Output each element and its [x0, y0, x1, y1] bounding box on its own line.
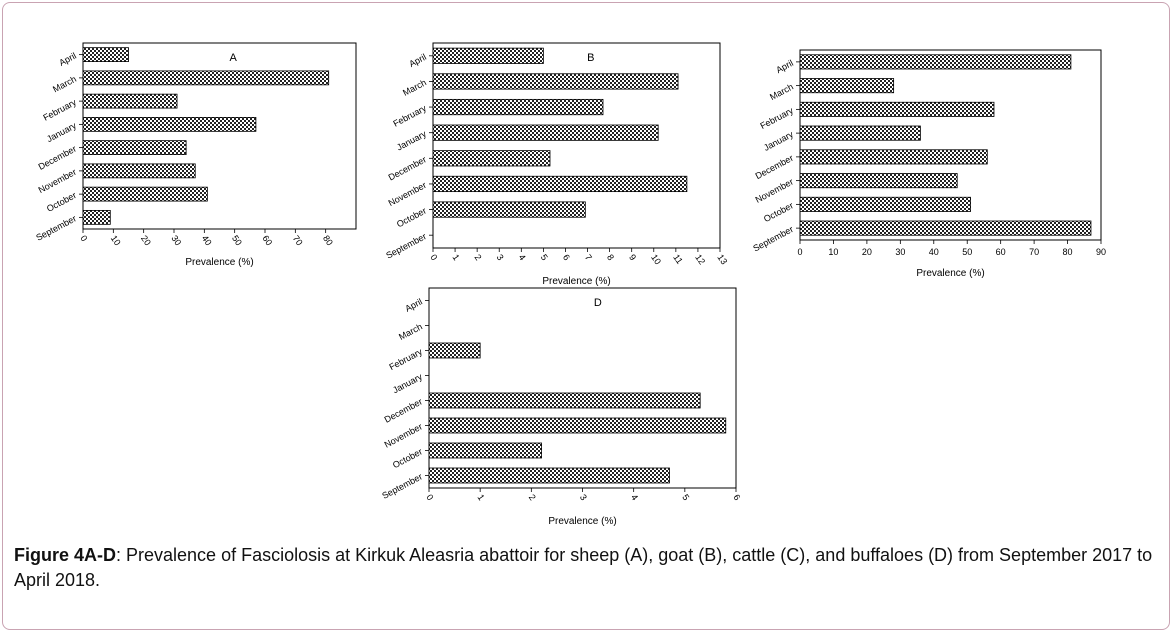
chart-c-y-tick-label: February — [758, 105, 795, 132]
chart-d-y-tick-label: October — [390, 446, 424, 471]
chart-a-y-tick-label: February — [41, 97, 78, 123]
chart-c-x-tick-label: 60 — [995, 247, 1006, 257]
chart-c-x-tick-label: 90 — [1095, 247, 1107, 257]
chart-c-bar — [800, 79, 894, 93]
chart-d — [380, 288, 742, 527]
chart-d-x-tick-label: 5 — [680, 492, 692, 503]
chart-d-x-tick-label: 3 — [577, 492, 589, 503]
chart-d-x-tick-label: 2 — [526, 492, 538, 503]
chart-d-y-tick-label: February — [387, 346, 424, 373]
chart-a-bar — [83, 117, 256, 131]
chart-c-bar — [800, 197, 971, 211]
chart-d-bar — [429, 418, 726, 433]
chart-b-y-tick-label: February — [391, 102, 428, 129]
chart-b-x-tick-label: 12 — [693, 252, 708, 267]
chart-b-y-tick-label: December — [386, 154, 428, 183]
chart-c-bar — [800, 102, 994, 116]
chart-b-x-tick-label: 5 — [538, 252, 550, 263]
chart-b-y-tick-label: October — [394, 205, 428, 230]
chart-b-bar — [433, 202, 585, 217]
chart-b-bar — [433, 176, 687, 191]
chart-b-y-tick-label: March — [401, 77, 428, 98]
chart-c-x-tick-label: 70 — [1029, 247, 1040, 257]
figure-caption — [14, 543, 1154, 593]
chart-a-bar — [83, 210, 110, 224]
figure-caption-label: Figure 4A-D — [14, 545, 117, 565]
chart-d-bar — [429, 343, 480, 358]
chart-b-x-tick-label: 8 — [604, 252, 617, 263]
chart-c-x-tick-label: 10 — [828, 247, 839, 257]
chart-a-y-tick-label: April — [57, 50, 78, 68]
chart-c-x-tick-label: 50 — [962, 247, 973, 257]
chart-a-y-tick-label: January — [44, 120, 78, 145]
chart-d-bar — [429, 468, 669, 483]
chart-a-x-tick-label: 0 — [78, 233, 90, 244]
chart-c — [751, 50, 1106, 279]
chart-c-y-tick-label: January — [761, 129, 795, 153]
chart-b-y-tick-label: September — [384, 231, 428, 261]
chart-a-bar — [83, 71, 329, 85]
chart-d-y-tick-label: April — [403, 296, 424, 314]
chart-a-x-axis-title: Prevalence (%) — [185, 257, 254, 268]
chart-a-y-tick-label: December — [36, 143, 78, 172]
chart-b — [384, 43, 729, 287]
chart-c-x-tick-label: 20 — [861, 247, 872, 257]
chart-d-panel-label: D — [593, 297, 602, 309]
chart-a-x-tick-label: 80 — [321, 233, 335, 248]
chart-a-x-tick-label: 40 — [199, 233, 214, 248]
chart-c-y-tick-label: December — [753, 152, 795, 182]
chart-b-bar — [433, 125, 658, 140]
chart-a-bar — [83, 187, 207, 201]
chart-b-x-tick-label: 7 — [582, 252, 594, 263]
chart-b-x-tick-label: 3 — [494, 252, 506, 263]
chart-a-bar — [83, 164, 195, 178]
chart-b-x-tick-label: 2 — [472, 252, 484, 263]
chart-c-y-tick-label: April — [774, 57, 795, 76]
chart-c-x-tick-label: 40 — [928, 247, 939, 257]
chart-d-x-tick-label: 0 — [424, 492, 436, 503]
chart-c-y-tick-label: September — [751, 224, 795, 254]
chart-a-y-tick-label: November — [36, 166, 78, 196]
chart-c-bar — [800, 150, 987, 164]
chart-a-y-tick-label: March — [51, 73, 78, 95]
chart-a-bar — [83, 48, 129, 62]
chart-a-bar — [83, 141, 186, 155]
chart-a-x-tick-label: 60 — [260, 233, 275, 248]
chart-d-y-tick-label: September — [380, 471, 424, 501]
chart-a-x-tick-label: 10 — [108, 233, 123, 248]
chart-b-x-tick-label: 13 — [715, 252, 730, 267]
chart-d-y-tick-label: December — [382, 396, 424, 425]
chart-d-x-tick-label: 1 — [475, 492, 487, 503]
chart-a — [34, 43, 356, 268]
figure-caption-text: : Prevalence of Fasciolosis at Kirkuk Aleasria abattoir for sheep (A), goat (B), cattle (C), and buffaloes (D) from September 2017 to April 2018. — [14, 545, 1153, 590]
chart-c-bar — [800, 174, 957, 188]
chart-b-x-tick-label: 1 — [450, 252, 462, 263]
chart-b-bar — [433, 99, 603, 114]
chart-a-x-tick-label: 20 — [139, 233, 153, 248]
chart-c-bar — [800, 126, 920, 140]
chart-c-bar — [800, 221, 1091, 235]
chart-d-y-tick-label: November — [382, 421, 424, 450]
chart-c-x-tick-label: 0 — [797, 247, 803, 257]
chart-c-y-tick-label: October — [761, 200, 795, 225]
chart-b-y-tick-label: April — [407, 51, 428, 70]
chart-a-x-tick-label: 70 — [290, 233, 305, 248]
chart-d-y-tick-label: March — [397, 321, 424, 343]
chart-d-x-axis-title: Prevalence (%) — [548, 516, 617, 527]
chart-d-y-tick-label: January — [390, 371, 424, 396]
chart-b-x-tick-label: 6 — [560, 252, 572, 263]
chart-b-x-tick-label: 0 — [428, 252, 440, 263]
chart-a-y-tick-label: September — [34, 213, 78, 243]
chart-d-bar — [429, 443, 542, 458]
chart-b-panel-label: B — [587, 52, 595, 64]
chart-a-x-tick-label: 30 — [169, 233, 184, 248]
chart-a-x-tick-label: 50 — [230, 233, 244, 248]
chart-b-x-tick-label: 10 — [649, 252, 664, 267]
chart-b-x-axis-title: Prevalence (%) — [542, 276, 611, 287]
chart-c-y-tick-label: March — [768, 81, 795, 103]
chart-d-bar — [429, 393, 700, 408]
chart-a-panel-label: A — [229, 52, 237, 64]
chart-d-x-tick-label: 4 — [629, 492, 641, 503]
chart-b-bar — [433, 48, 543, 63]
chart-b-x-tick-label: 11 — [671, 252, 685, 266]
chart-b-x-tick-label: 9 — [627, 252, 639, 263]
chart-b-x-tick-label: 4 — [516, 252, 528, 263]
chart-b-bar — [433, 151, 550, 166]
chart-a-bar — [83, 94, 177, 108]
chart-c-x-axis-title: Prevalence (%) — [916, 268, 985, 279]
chart-a-y-tick-label: October — [44, 190, 78, 214]
chart-d-x-tick-label: 6 — [731, 492, 743, 503]
chart-b-bar — [433, 74, 678, 89]
chart-c-bar — [800, 55, 1071, 69]
chart-c-x-tick-label: 80 — [1062, 247, 1073, 257]
chart-c-x-tick-label: 30 — [895, 247, 906, 257]
chart-b-y-tick-label: November — [386, 179, 428, 209]
chart-b-y-tick-label: January — [394, 128, 428, 153]
chart-c-y-tick-label: November — [753, 176, 795, 205]
